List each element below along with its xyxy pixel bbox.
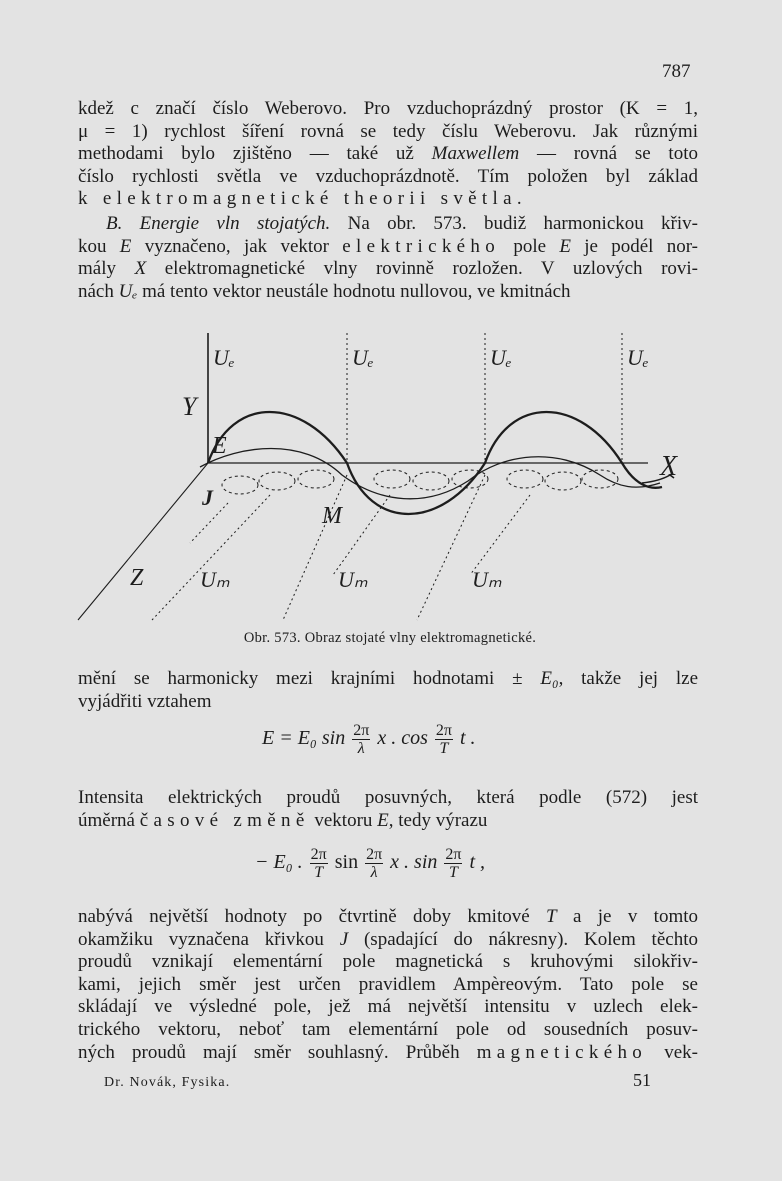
equation-e-field: E = E₀ sin $\frac{2\pi}{\lambda}$ x . cos $\frac{2\pi}{T}$ t .	[262, 722, 476, 757]
axis-label-x: X	[660, 451, 678, 482]
standing-wave-diagram	[70, 325, 710, 645]
text-line: úměrná časové změně vektoru E, tedy výrazu	[78, 809, 488, 831]
text-line: methodami bylo zjištěno — také už Maxwellem — rovná se toto	[78, 143, 698, 165]
node-label-ue: Uₑ	[490, 345, 512, 370]
text-line: Intensita elektrických proudů posuvných, která podle (572) jest	[78, 787, 698, 808]
text-line: okamžiku vyznačena křivkou J (spadající do nákresny). Kolem těchto	[78, 928, 698, 950]
footer-signature: 51	[633, 1070, 651, 1090]
text-line: μ = 1) rychlost šíření rovná se tedy číslu Weberovu. Jak různými	[78, 120, 698, 142]
fraction: $\frac{2\pi}{T}$	[435, 722, 452, 757]
text-line: mění se harmonicky mezi krajními hodnotami ± E₀, takže jej lze	[78, 668, 698, 689]
curve-label-e: E	[212, 433, 227, 459]
text-line: proudů vznikají elementární pole magnetická s kruhovými silokřiv-	[78, 951, 698, 973]
name-maxwell: Maxwellem	[431, 143, 520, 165]
text-line: B. Energie vln stojatých. Na obr. 573. budiž harmonickou křiv-	[106, 213, 698, 234]
text-line: kou E vyznačeno, jak vektor elektrického pole E je podél nor-	[78, 235, 699, 257]
axis-label-z: Z	[130, 565, 144, 591]
wave-curve-j	[200, 449, 660, 499]
footer-author: Dr. Novák, Fysika.	[104, 1075, 231, 1090]
curve-label-j: J	[202, 485, 213, 510]
paragraph-standing-waves	[78, 213, 698, 303]
text-line: nách Uₑ má tento vektor neustále hodnotu nullovou, ve kmitnách	[78, 280, 571, 302]
fraction: $\frac{2\pi}{\lambda}$	[353, 722, 370, 757]
equation-current: − E₀ . $\frac{2\pi}{T}$ sin $\frac{2\pi}{\lambda}$ x . sin $\frac{2\pi}{T}$ t ,	[255, 846, 486, 881]
text-line: nabývá největší hodnoty po čtvrtině doby kmitové T a je v tomto	[78, 906, 699, 927]
section-heading: B. Energie vln stojatých.	[106, 213, 331, 234]
figure-caption: Obr. 573. Obraz stojaté vlny elektromagnetické.	[243, 630, 537, 646]
text-line: k elektromagnetické theorii světla.	[78, 188, 527, 210]
field-label-m: M	[322, 503, 342, 529]
text-line: číslo rychlosti světla ve vzduchoprázdnotě. Tím položen byl základ	[78, 165, 698, 187]
text-line: mály X elektromagnetické vlny rovinně rozložen. V uzlových rovi-	[78, 258, 699, 280]
node-label-um: Uₘ	[338, 567, 368, 592]
node-label-ue: Uₑ	[352, 345, 374, 370]
text-line: vyjádřiti vztahem	[78, 690, 212, 712]
text-line: ných proudů mají směr souhlasný. Průběh magnetického vek-	[78, 1041, 698, 1063]
text-line: kdež c značí číslo Weberovo. Pro vzduchoprázdný prostor (K = 1,	[78, 98, 698, 119]
node-label-um: Uₘ	[200, 567, 230, 592]
page-number: 787	[662, 61, 691, 82]
z-axis	[78, 463, 208, 620]
text-line: trického vektoru, neboť tam elementární pole od sousedních posuv-	[78, 1018, 698, 1040]
paragraph-magnetic-field	[78, 906, 698, 1064]
fraction: $\frac{2\pi}{T}$	[310, 846, 327, 881]
paragraph-harmonic	[78, 668, 698, 713]
paragraph-displacement-current	[78, 787, 698, 832]
node-label-um: Uₘ	[472, 567, 502, 592]
node-label-ue: Uₑ	[213, 345, 235, 370]
text-line: kami, jejich směr jest určen pravidlem Ampèreovým. Tato pole se	[78, 973, 698, 995]
node-label-ue: Uₑ	[627, 345, 649, 370]
axis-label-y: Y	[182, 392, 197, 421]
fraction: $\frac{2\pi}{\lambda}$	[366, 846, 383, 881]
text-line: skládají ve výsledné pole, jež má největší intensitu v uzlech elek-	[78, 996, 698, 1018]
paragraph-weber	[78, 98, 698, 211]
fraction: $\frac{2\pi}{T}$	[445, 846, 462, 881]
standing-wave-figure	[70, 325, 710, 645]
